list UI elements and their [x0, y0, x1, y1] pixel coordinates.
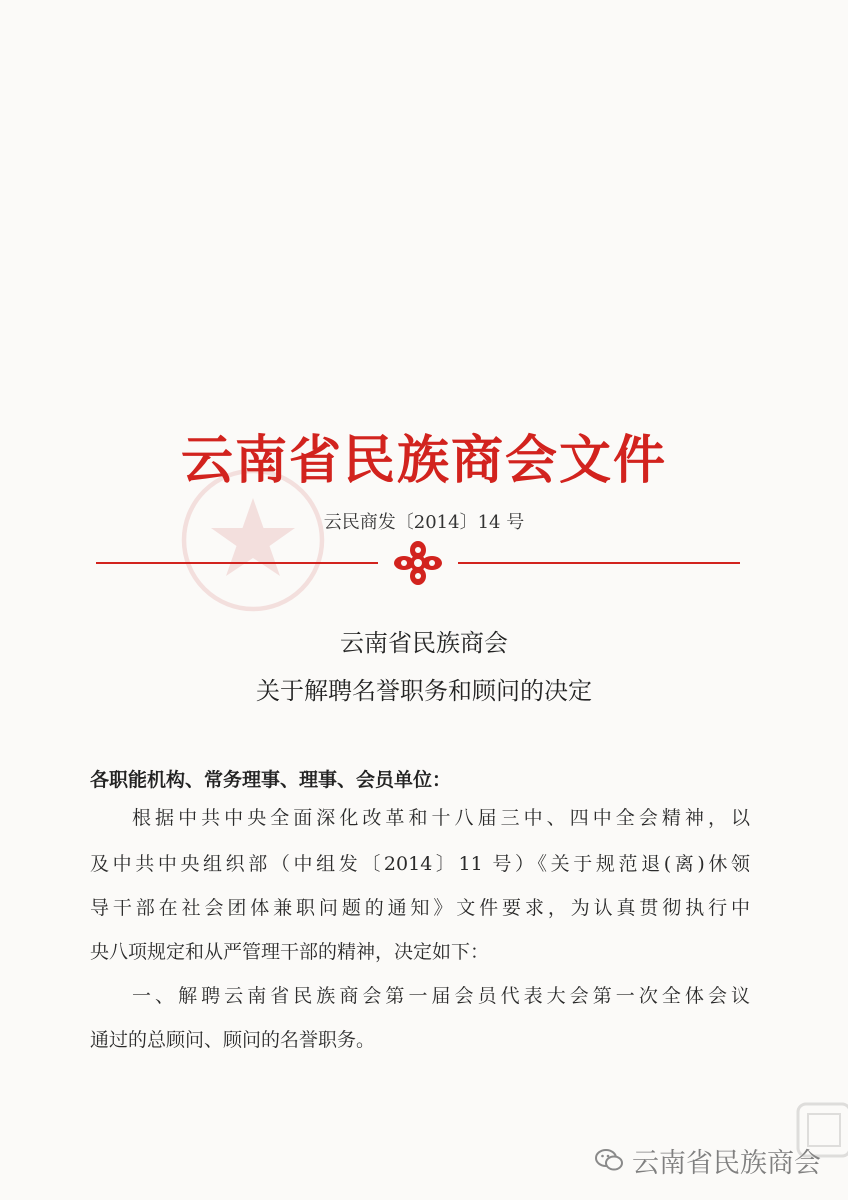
wechat-icon: [594, 1147, 624, 1173]
red-divider-left: [96, 562, 378, 564]
body-line-4: 央八项规定和从严管理干部的精神，决定如下：: [90, 941, 490, 963]
decision-heading-line1: 云南省民族商会: [340, 629, 508, 657]
salutation: 各职能机构、常务理事、理事、会员单位：: [90, 769, 452, 791]
body-line-2: 及中共中央组织部（中组发〔2014〕11 号）《关于规范退(离)休领: [90, 853, 750, 875]
body-line-3: 导干部在社会团体兼职问题的通知》文件要求，为认真贯彻执行中: [90, 897, 750, 919]
decision-heading-line2: 关于解聘名誉职务和顾问的决定: [256, 677, 592, 705]
document-title: 云南省民族商会文件: [180, 430, 667, 491]
chamber-logo-icon: [794, 1100, 848, 1160]
body-line-5: 一、解聘云南省民族商会第一届会员代表大会第一次全体会议: [132, 985, 750, 1007]
body-line-1: 根据中共中央全面深化改革和十八届三中、四中全会精神，以: [132, 807, 750, 829]
wechat-watermark: [594, 1138, 821, 1182]
body-line-6: 通过的总顾问、顾问的名誉职务。: [90, 1029, 376, 1051]
watermark-text: 云南省民族商会: [632, 1147, 821, 1179]
document-number: 云民商发〔2014〕14 号: [323, 512, 525, 533]
flower-ornament-icon: [390, 540, 446, 586]
red-divider-right: [458, 562, 740, 564]
